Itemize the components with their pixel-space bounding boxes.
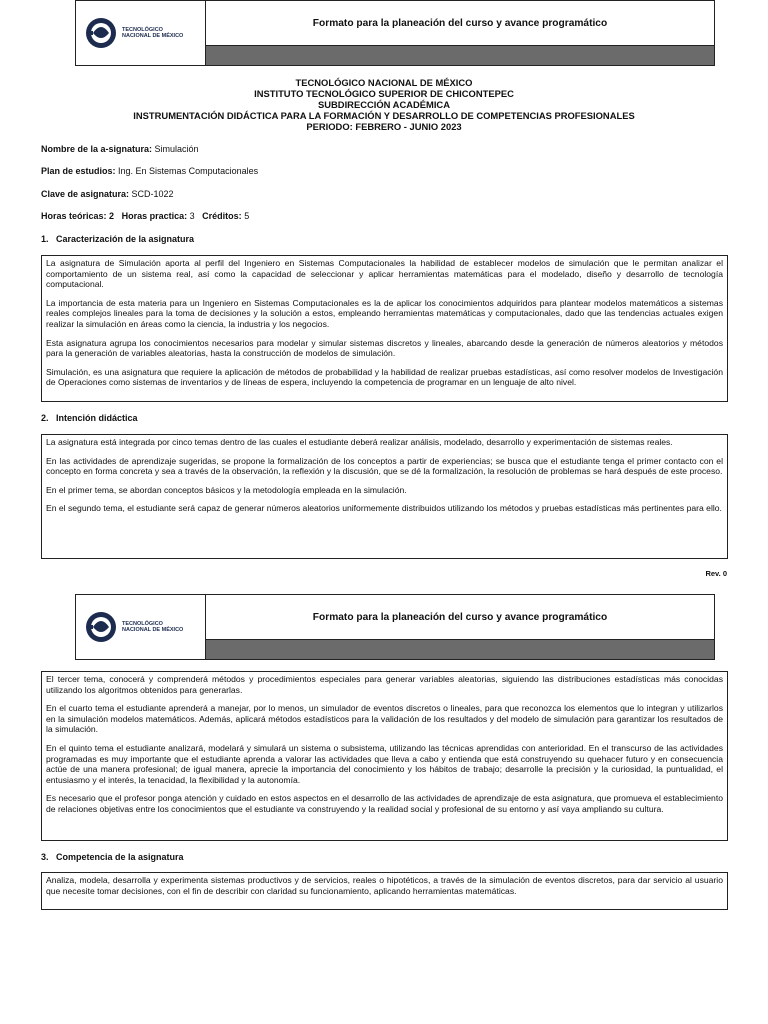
paragraph: La importancia de esta materia para un Ingeniero en Sistemas Computacionales es la de aplicar los conocimientos adquiridos para plantear modelos matemáticos a sistemas reales complejos lineales para la toma de decisiones y la solución a estos, empleando herramientas matemáticas y computacionales, dado que las tendencias actuales exigen realizar la simulación en áreas como la ciencia, la industria y los negocios. — [46, 297, 723, 329]
text-box-intencion-cont — [41, 671, 728, 841]
field-label: Clave de asignatura: — [41, 189, 130, 199]
institution-line: INSTITUTO TECNOLÓGICO SUPERIOR DE CHICONTEPEC — [254, 88, 514, 99]
header-title: Formato para la planeación del curso y avance programático — [312, 611, 608, 623]
paragraph: Es necesario que el profesor ponga atención y cuidado en estos aspectos en el desarrollo de las actividades de aprendizaje de esta asignatura, que promueva el establecimiento de relaciones objetivas entre los conocimientos que el estudiante va construyendo y la realidad social y profesional de su entorno y así vaya ampliando su cultura. — [46, 793, 723, 814]
section-heading: 3. Competencia de la asignatura — [41, 852, 184, 862]
field-value: 5 — [244, 211, 250, 221]
field-value: SCD-1022 — [131, 189, 174, 199]
field-clave — [41, 189, 174, 199]
paragraph: La asignatura de Simulación aporta al perfil del Ingeniero en Sistemas Computacionales la habilidad de establecer modelos de simulación que le permitan analizar el comportamiento de un sistema real, así como la capacidad de seleccionar y aplicar herramientas matemáticas para el modelado, diseño y desarrollo de tecnología computacional. — [46, 258, 723, 290]
logo-text: TECNOLÓGICO NACIONAL DE MÉXICO — [122, 26, 184, 39]
header-title: Formato para la planeación del curso y avance programático — [312, 17, 608, 29]
tecnm-emblem-icon — [84, 13, 118, 53]
paragraph: El tercer tema, conocerá y comprenderá métodos y procedimientos especiales para generar variables aleatorias, siguiendo las distribuciones estadísticas más conocidas utilizando los algoritmos obtenidos para generarlas. — [46, 674, 723, 695]
paragraph: En el cuarto tema el estudiante aprenderá a manejar, por lo menos, un simulador de eventos discretos o lineales, para que reconozca los elementos que lo integran y utilizarlos en la simulación modelos matemáticos. Además, aplicará métodos estadísticos para la validación de los resultados y del modelo de simulación para garantizar los resultados de la simulación. — [46, 703, 723, 735]
header-bar — [206, 639, 714, 659]
revision-label: Rev. 0 — [705, 569, 727, 578]
logo-text: TECNOLÓGICO NACIONAL DE MÉXICO — [122, 620, 184, 633]
field-value: Simulación — [154, 144, 199, 154]
text-box-competencia — [41, 872, 728, 910]
text-box-intencion — [41, 434, 728, 559]
field-label: Créditos: — [202, 211, 242, 221]
field-label: Nombre de la a-signatura: — [41, 144, 153, 154]
paragraph: Analiza, modela, desarrolla y experimenta sistemas productivos y de servicios, reales o hipotéticos, a través de la simulación de eventos discretos, para dar servicio al usuario que necesite tomar decisiones, con el fin de describir con claridad su funcionamiento, aplicando herramientas matemáticas. — [46, 875, 723, 896]
field-value: 3 — [189, 211, 195, 221]
paragraph: Simulación, es una asignatura que requiere la aplicación de métodos de probabilidad y la habilidad de realizar pruebas estadísticas, así como resolver modelos de Investigación de Operaciones como sistemas de inventarios y de líneas de espera, incluyendo la competencia de programar en un lenguaje de alto nivel. — [46, 366, 723, 388]
field-nombre — [41, 144, 199, 154]
institution-line: TECNOLÓGICO NACIONAL DE MÉXICO — [295, 77, 473, 88]
paragraph: En el quinto tema el estudiante analizará, modelará y simulará un sistema o subsistema, utilizando las técnicas aprendidas con anterioridad. En el transcurso de las actividades programadas es muy importante que el estudiante aprenda a valorar las actividades que lleva a cabo y entienda que está construyendo su quehacer futuro y en consecuencia actúe de una manera profesional; de igual manera, aprecie la importancia del conocimiento y los hábitos de trabajo; desarrolle la precisión y la curiosidad, la puntualidad, el entusiasmo y el interés, la tenacidad, la flexibilidad y la autonomía. — [46, 742, 723, 785]
field-label: Horas teóricas: — [41, 211, 107, 221]
field-label: Horas practica: — [121, 211, 188, 221]
field-value: 2 — [109, 211, 115, 221]
tecnm-emblem-icon — [84, 607, 118, 647]
paragraph: En el segundo tema, el estudiante será capaz de generar números aleatorios uniformemente distribuidos utilizando los métodos y pruebas estadísticas más pertinentes para ello. — [46, 503, 722, 514]
paragraph: Esta asignatura agrupa los conocimientos necesarios para modelar y simular sistemas discretos y lineales, abarcando desde la generación de números aleatorios y métodos para la generación de variables aleatorias, hasta la construcción de modelos de simulación. — [46, 337, 723, 359]
field-plan — [41, 166, 258, 176]
section-heading: 1. Caracterización de la asignatura — [41, 234, 195, 244]
institution-line: INSTRUMENTACIÓN DIDÁCTICA PARA LA FORMACIÓN Y DESARROLLO DE COMPETENCIAS PROFESIONALES — [133, 110, 635, 121]
tecnm-logo — [76, 595, 206, 659]
field-value: Ing. En Sistemas Computacionales — [118, 166, 259, 176]
tecnm-logo — [76, 1, 206, 65]
page-header — [75, 594, 715, 660]
field-label: Plan de estudios: — [41, 166, 116, 176]
section-heading: 2. Intención didáctica — [41, 413, 138, 423]
paragraph: En las actividades de aprendizaje sugeridas, se propone la formalización de los conceptos a partir de experiencias; se busca que el estudiante tenga el primer contacto con el concepto en forma concreta y sea a través de la observación, la reflexión y la discusión, que se dé la formalización, la resolución de problemas se hará después de este proceso. — [46, 455, 723, 477]
paragraph: La asignatura está integrada por cinco temas dentro de las cuales el estudiante deberá realizar análisis, modelado, desarrollo y experimentación de sistemas reales. — [46, 437, 673, 447]
page-header — [75, 0, 715, 66]
paragraph: En el primer tema, se abordan conceptos básicos y la metodología empleada en la simulación. — [46, 484, 407, 495]
field-horas — [41, 211, 249, 221]
period-line: PERIODO: FEBRERO - JUNIO 2023 — [306, 121, 462, 132]
header-bar — [206, 45, 714, 65]
institution-line: SUBDIRECCIÓN ACADÉMICA — [318, 99, 450, 110]
text-box-caracterizacion — [41, 255, 728, 402]
